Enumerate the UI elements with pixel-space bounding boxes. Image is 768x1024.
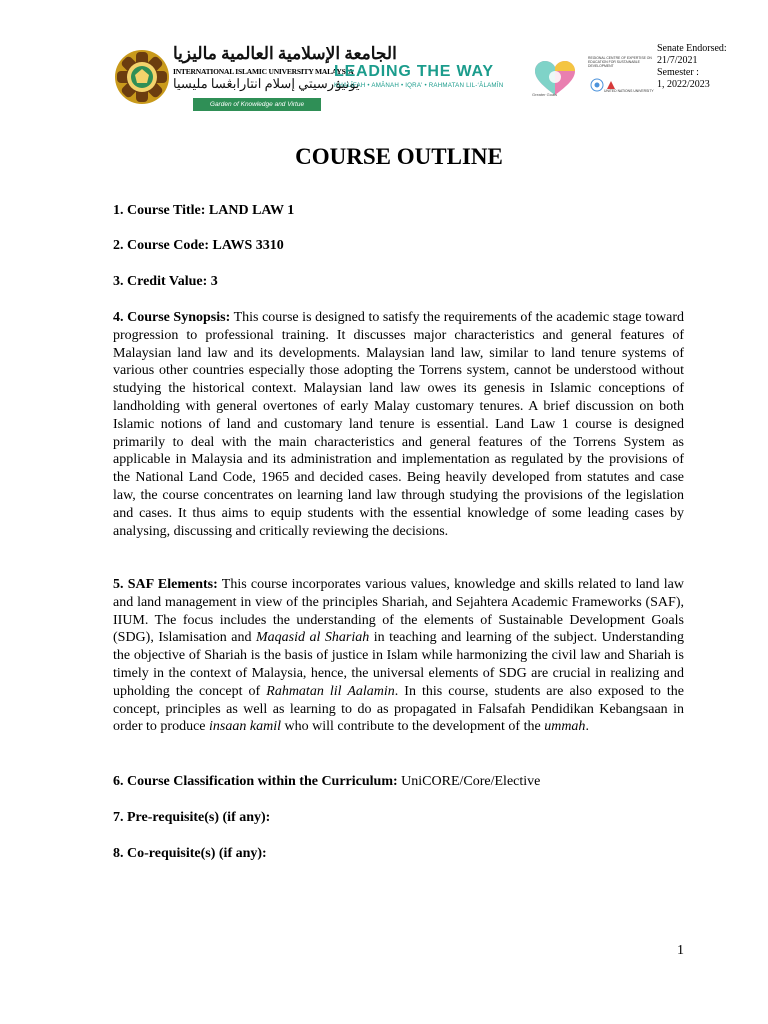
heart-logo-label: Greater Goals bbox=[532, 92, 558, 97]
university-arabic-name: الجامعة الإسلامية العالمية ماليزيا bbox=[173, 44, 397, 63]
corequisite-item: 8. Co-requisite(s) (if any): bbox=[113, 846, 267, 861]
course-title-item: 1. Course Title: LAND LAW 1 bbox=[113, 203, 295, 218]
saf-text: . In this course, students are also exposed to the concept, principles as well as learning to do as propagated in Falsafah Pendidikan Kebangsaan in order to produce bbox=[113, 683, 684, 735]
saf-label: 5. SAF Elements: bbox=[113, 577, 218, 592]
course-synopsis-section bbox=[113, 309, 684, 540]
classification-label: 6. Course Classification within the Curriculum: bbox=[113, 774, 398, 789]
page-number: 1 bbox=[677, 943, 684, 958]
course-classification-item bbox=[113, 773, 684, 791]
university-jawi-name: يونيۏرسيتي إسلام انتارابڠسا مليسيا bbox=[173, 76, 360, 91]
university-name: INTERNATIONAL ISLAMIC UNIVERSITY MALAYSIA bbox=[173, 67, 354, 76]
saf-text: This course incorporates various values, knowledge and skills related to land law and land management in view of the principles Shariah, and Sejahtera Academic Frameworks (SAF), IIUM. The focus includes the understanding of the elements of Sustainable Development Goals (SDG), Islamisation and bbox=[113, 577, 684, 646]
prerequisite-item: 7. Pre-requisite(s) (if any): bbox=[113, 810, 271, 825]
senate-line: 21/7/2021 bbox=[657, 55, 698, 66]
page-title: COURSE OUTLINE bbox=[295, 144, 503, 169]
campaign-title: LEADING THE WAY bbox=[334, 63, 494, 80]
course-code-item: 2. Course Code: LAWS 3310 bbox=[113, 238, 284, 253]
saf-italic-term: Rahmatan lil Aalamin bbox=[266, 683, 395, 699]
classification-value: UniCORE/Core/Elective bbox=[401, 774, 541, 789]
senate-line: Senate Endorsed: bbox=[657, 43, 727, 54]
senate-endorsement bbox=[657, 43, 757, 91]
document-header bbox=[0, 0, 768, 125]
synopsis-text: This course is designed to satisfy the requirements of the academic stage toward progression to professional training. It discusses major characteristics and general features of Malaysian land law and its developments. Malaysian land law, similar to land tenure systems of various other countries especially those adopting the Torrens system, cannot be understood without studying the historical context. Malaysian land law owes its genesis in Islamic conceptions of landholding with general overtones of early Malay customary tenures. A brief discussion on both Islamic notions of land and customary land tenure is essential. Land Law 1 course is designed primarily to deal with the main characteristics and general features of the Torrens System as applicable in Malaysia and its administration and implementation as regulated by the provisions of the National Land Code, 1965 and decided cases. Being heavily developed from statutes and case law, the course concentrates on learning land law through studying the provisions of the legislation and cases. It thus aims to equip students with the essential knowledge of some leading cases by analysing, discussing and critically reviewing the decisions. bbox=[113, 310, 684, 539]
saf-italic-term: ummah bbox=[544, 719, 586, 735]
synopsis-label: 4. Course Synopsis: bbox=[113, 310, 231, 325]
un-emblem-icon bbox=[590, 78, 604, 92]
saf-text: . bbox=[585, 719, 589, 735]
iium-logo bbox=[113, 44, 397, 112]
senate-line: Semester : bbox=[657, 67, 699, 78]
saf-italic-term: insaan kamil bbox=[209, 719, 281, 735]
campaign-subtitle: KHALĪFAH • AMĀNAH • IQRA' • RAHMATAN LIL-‘ĀLAMĪN bbox=[334, 82, 504, 89]
saf-elements-section bbox=[113, 576, 684, 736]
saf-text: who will contribute to the development of the bbox=[284, 719, 541, 735]
senate-line: 1, 2022/2023 bbox=[657, 79, 710, 90]
credit-value-item: 3. Credit Value: 3 bbox=[113, 274, 218, 289]
university-tagline: Garden of Knowledge and Virtue bbox=[193, 98, 321, 111]
iium-emblem-icon bbox=[113, 47, 171, 107]
partner-logos bbox=[588, 56, 654, 100]
saf-italic-term: Maqasid al Shariah bbox=[256, 630, 370, 646]
unu-logo-text: UNITED NATIONS UNIVERSITY bbox=[604, 89, 654, 93]
rce-logo-text: REGIONAL CENTRE OF EXPERTISE ON EDUCATION FOR SUSTAINABLE DEVELOPMENT bbox=[588, 56, 652, 68]
saf-text: in teaching and learning of the subject. Understanding the objective of Shariah is the basis of justice in Islam while harmonizing the civil law and Shariah is timely in the context of Malaysia, hence, the universal elements of SDG are crucial in realizing and upholding the concept of bbox=[113, 630, 685, 699]
leading-the-way-logo bbox=[334, 63, 503, 89]
